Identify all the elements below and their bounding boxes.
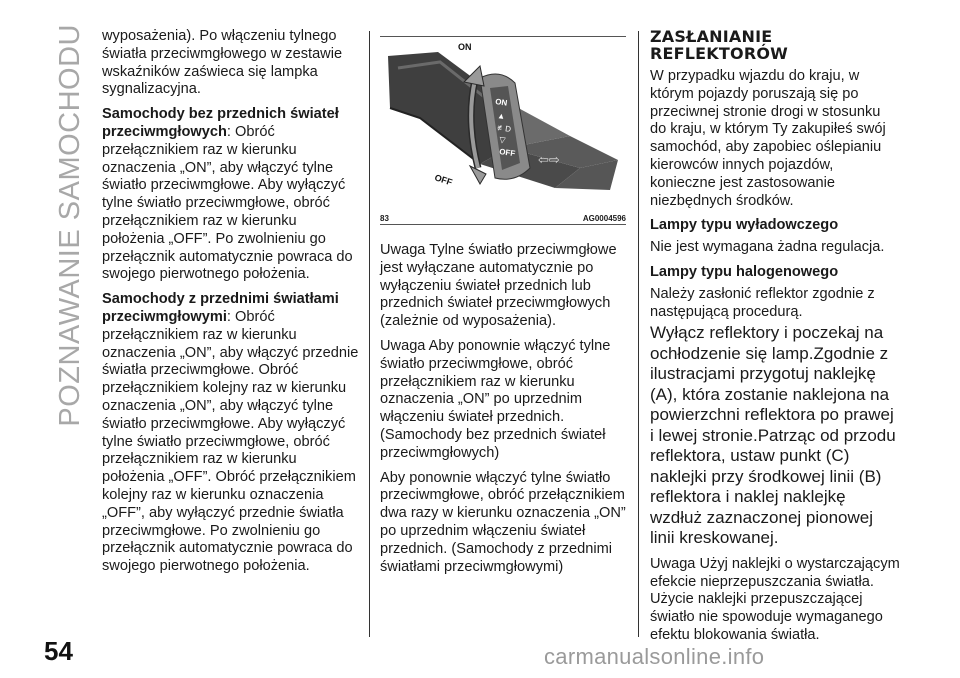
arrow-head-down: [470, 166, 486, 184]
stalk-arrow: ▽: [498, 135, 507, 145]
column-divider-2: [638, 31, 639, 637]
note-paragraph: Uwaga Użyj naklejki o wystarczającym efekcie nieprzepuszczania światła. Użycie naklejki przepuszczającej światło nie spowoduje wymaganego efektu blokowania światła.: [650, 555, 900, 644]
section-title: POZNAWANIE SAMOCHODU: [53, 24, 86, 427]
figure-fog-light-switch: [380, 28, 626, 228]
figure-top-rule: [380, 36, 626, 37]
procedure-paragraph: Wyłącz reflektory i poczekaj na ochłodzenie się lamp.Zgodnie z ilustracjami przygotuj naklejkę (A), która zostanie naklejona na powierzchni reflektora po prawej i lewej stronie.Patrząc od przodu reflektora, ustaw punkt (C) naklejki przy środkowej linii (B) reflektora i naklej naklejkę wzdłuż zaznaczonej pionowej linii kreskowanej.: [650, 323, 896, 548]
column-1: [102, 28, 362, 583]
figure-bottom-rule: [380, 224, 626, 225]
stalk-on-label: ON: [494, 97, 508, 108]
subheading-halogen: Lampy typu halogenowego: [650, 263, 839, 280]
paragraph: Należy zasłonić reflektor zgodnie z następującą procedurą.: [650, 285, 875, 320]
stalk-fog-icon: ≢D: [496, 123, 512, 134]
figure-code: AG0004596: [582, 214, 626, 223]
paragraph-text: : Obróć przełącznikiem raz w kierunku oznaczenia „ON”, aby włączyć tylne światło przeciwmgłowe. Aby wyłączyć tylne światło przeciwmgłowe, obróć przełącznikiem raz w kierunku położenia „OFF”. Po zwolnieniu go przełącznik automatycznie powraca do swojego pierwotnego położenia.: [102, 123, 353, 283]
paragraph: wyposażenia). Po włączeniu tylnego światła przeciwmgłowego w zestawie wskaźników zaświeca się lampka sygnalizacyjna.: [102, 28, 343, 98]
switch-illustration: [380, 38, 626, 208]
bold-lead: Samochody z przednimi światłami przeciwmgłowymi: [102, 291, 339, 325]
column-divider-1: [369, 31, 370, 637]
paragraph: Aby ponownie włączyć tylne światło przeciwmgłowe, obróć przełącznikiem dwa razy w kierunku oznaczenia „ON” po uprzednim włączeniu świateł przednich. (Samochody z przednimi światłami przeciwmgłowymi): [380, 469, 626, 575]
figure-number: 83: [380, 214, 389, 223]
paragraph: W przypadku wjazdu do kraju, w którym pojazdy poruszają się po przeciwnej stronie drogi w stosunku do kraju, w którym Ty zakupiłeś swój samochód, aby zapobiec oślepianiu kierowców innych pojazdów, konieczne jest zastosowanie niezbędnych środków.: [650, 68, 886, 209]
turn-signal-icon: ⇦⇨: [538, 152, 560, 167]
column-3: [650, 28, 900, 652]
note-paragraph: Uwaga Tylne światło przeciwmgłowe jest wyłączane automatycznie po wyłączeniu świateł przednich lub przednich świateł przeciwmgłowych (zależnie od wyposażenia).: [380, 242, 617, 330]
watermark: carmanualsonline.info: [544, 644, 765, 669]
subheading-discharge: Lampy typu wyładowczego: [650, 217, 839, 234]
on-label: ON: [458, 42, 472, 52]
paragraph: [102, 291, 362, 576]
section-heading: ZASŁANIANIE REFLEKTORÓW: [650, 27, 788, 63]
paragraph-text: : Obróć przełącznikiem raz w kierunku oznaczenia „ON”, aby włączyć przednie światła przeciwmgłowe. Obróć przełącznikiem kolejny raz w kierunku oznaczenia „ON”, aby włączyć tylne światło przeciwmgłowe. Aby wyłączyć tylne światło przeciwmgłowe, obróć przełącznikiem raz w kierunku położenia „OFF”. Obróć przełącznikiem kolejny raz w kierunku oznaczenia „OFF”, aby wyłączyć przednie światła przeciwmgłowe. Po zwolnieniu go przełącznik automatycznie powraca do swojego pierwotnego położenia.: [102, 308, 359, 575]
note-paragraph: Uwaga Aby ponownie włączyć tylne światło przeciwmgłowe, obróć przełącznikiem raz w kierunku oznaczenia „ON” po uprzednim włączeniu świateł przednich. (Samochody bez przednich świateł przeciwmgłowych): [380, 337, 611, 461]
stalk-arrow: ▲: [496, 111, 506, 122]
section-side-tab: [52, 24, 88, 624]
paragraph: [102, 106, 362, 284]
bold-lead: Samochody bez przednich świateł przeciwmgłowych: [102, 106, 339, 140]
stalk-off-label: OFF: [498, 147, 516, 159]
paragraph: Nie jest wymagana żadna regulacja.: [650, 239, 885, 256]
page-number: 54: [44, 636, 73, 666]
column-2: [380, 28, 626, 583]
off-label: OFF: [433, 172, 454, 188]
